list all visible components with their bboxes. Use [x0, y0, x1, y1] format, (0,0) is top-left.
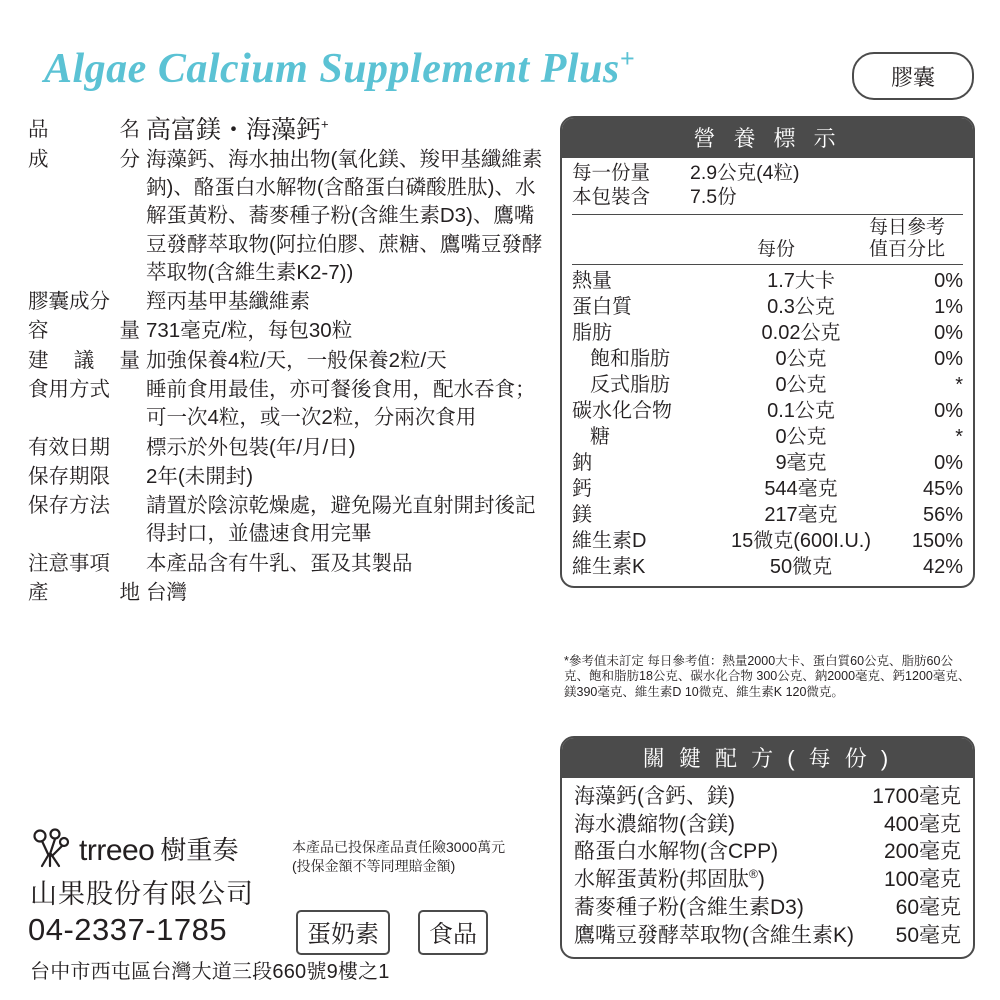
company-address: 台中市西屯區台灣大道三段660號9樓之1: [30, 961, 390, 983]
key-ingredient-amount: 400毫克: [883, 812, 961, 836]
nutrient-amount: 9毫克: [775, 452, 827, 475]
nutrient-daily-value: *: [955, 426, 963, 449]
nutrient-name: 維生素K: [572, 556, 646, 579]
nutrient-amount: 0公克: [775, 426, 827, 449]
nutrient-name: 糖: [590, 426, 610, 449]
info-row-cautions: [28, 550, 548, 578]
nutrient-amount: 217毫克: [764, 504, 838, 527]
info-row-usage: [28, 376, 548, 433]
nutrition-row: [572, 346, 963, 372]
nutrient-name: 反式脂肪: [590, 374, 670, 397]
info-value: 本產品含有牛乳、蛋及其製品: [146, 551, 413, 575]
key-ingredient-name: [574, 866, 884, 894]
nutrient-daily-value: 56%: [922, 504, 963, 527]
nutrition-facts-title: 營 養 標 示: [562, 118, 973, 158]
nutrition-facts-body: [562, 158, 973, 586]
nutrition-row: [572, 372, 963, 398]
key-ingredient-amount: 100毫克: [883, 868, 961, 892]
nutrient-daily-value: 0%: [934, 270, 963, 293]
nutrition-row: [572, 424, 963, 450]
nutrient-name: 蛋白質: [572, 296, 632, 319]
key-formula-row: [574, 866, 961, 894]
nutrient-name: 熱量: [572, 270, 612, 293]
key-ingredient-amount: 200毫克: [883, 840, 961, 864]
column-header-daily-value: [851, 217, 963, 261]
divider: [572, 214, 963, 215]
nutrient-daily-value: 45%: [922, 478, 963, 501]
info-value: 台灣: [146, 580, 187, 604]
nutrient-name: 鎂: [572, 504, 592, 527]
nutrient-amount: 0.1公克: [767, 400, 835, 423]
key-formula-row: [574, 783, 961, 811]
company-name: 山果股份有限公司: [30, 879, 254, 909]
nutrition-row: [572, 476, 963, 502]
nutrition-column-headers: [572, 217, 963, 263]
info-label: 保存方法: [28, 494, 110, 518]
key-ingredient-name: 蕎麥種子粉(含維生素D3): [574, 895, 804, 919]
nutrient-daily-value: 0%: [934, 400, 963, 423]
info-row-name: [28, 116, 548, 145]
key-formula-panel: [560, 736, 975, 959]
key-formula-row: [574, 838, 961, 866]
insurance-note-line2: (投保金額不等同理賠金額): [292, 857, 456, 874]
nutrient-amount: 0.3公克: [767, 296, 835, 319]
info-row-expiry-date: [28, 434, 548, 462]
nutrient-name: 鈉: [572, 452, 592, 475]
nutrient-amount: 0公克: [775, 348, 827, 371]
info-row-origin: [28, 579, 548, 607]
key-ingredient-amount: 60毫克: [895, 895, 961, 919]
key-formula-title: 關 鍵 配 方 ( 每 份 ): [562, 738, 973, 778]
page-title-text: Algae Calcium Supplement Plus: [44, 46, 620, 92]
brand-name-latin: trreeo: [79, 834, 155, 867]
info-row-ingredients: [28, 146, 548, 287]
info-row-suggested-amount: [28, 347, 548, 375]
capsule-form-badge: 膠囊: [852, 52, 974, 100]
info-row-storage: [28, 492, 548, 549]
nutrient-amount: 0公克: [775, 374, 827, 397]
key-ingredient-name: 鷹嘴豆發酵萃取物(含維生素K): [574, 923, 854, 947]
key-formula-body: [562, 778, 973, 957]
info-value: 睡前食用最佳，亦可餐後食用，配水吞食；可一次4粒，或一次2粒，分兩次食用: [146, 378, 536, 430]
key-formula-row: [574, 922, 961, 950]
nutrient-daily-value: 0%: [934, 348, 963, 371]
nutrient-amount: 544毫克: [764, 478, 838, 501]
key-ingredient-amount: 1700毫克: [872, 785, 961, 808]
tree-logo-icon: [30, 828, 74, 868]
key-ingredient-name: 酪蛋白水解物(含CPP): [574, 840, 779, 864]
nutrient-amount: 15微克(600I.U.): [730, 530, 872, 553]
nutrition-row: [572, 502, 963, 528]
info-value: 羥丙基甲基纖維素: [146, 290, 310, 314]
product-info-table: [28, 116, 548, 608]
product-name-text: 高富鎂・海藻鈣: [146, 116, 322, 144]
nutrient-daily-value: *: [955, 374, 963, 397]
info-label: 建 議 量: [28, 348, 140, 372]
nutrient-name: 脂肪: [572, 322, 612, 345]
nutrient-daily-value: 150%: [911, 530, 963, 553]
info-row-volume: [28, 317, 548, 345]
info-label: 保存期限: [28, 464, 110, 488]
vegetarian-type-badge: 蛋奶素: [296, 910, 390, 955]
key-ingredient-name-tail: ): [757, 868, 765, 892]
food-category-badge: 食品: [418, 910, 488, 955]
key-ingredient-name-text: 水解蛋黃粉(邦固肽: [574, 868, 749, 892]
nutrient-amount: 50微克: [769, 556, 833, 579]
nutrition-row: [572, 294, 963, 320]
serving-size-row: [572, 161, 963, 185]
nutrition-row: [572, 450, 963, 476]
servings-per-container-label: 本包裝含: [572, 186, 651, 209]
info-row-capsule-ingredients: [28, 288, 548, 316]
column-header-daily-value-line2: 值百分比: [868, 238, 945, 260]
nutrition-row: [572, 554, 963, 580]
serving-size-label: 每一份量: [572, 162, 651, 184]
page-title: [44, 44, 635, 93]
nutrition-row: [572, 320, 963, 346]
key-ingredient-name: 海水濃縮物(含鎂): [574, 812, 735, 836]
info-label: 有效日期: [28, 435, 110, 459]
info-label: 成 分: [28, 147, 140, 171]
info-value: 標示於外包裝(年/月/日): [146, 435, 356, 459]
info-value: 731毫克/粒，每包30粒: [146, 319, 353, 343]
nutrition-row: [572, 268, 963, 294]
info-label: 產 地: [28, 580, 140, 604]
divider: [572, 264, 963, 265]
info-value: 加強保養4粒/天，一般保養2粒/天: [146, 348, 447, 372]
serving-size-value: 2.9公克(4粒): [690, 162, 800, 184]
nutrient-amount: 1.7大卡: [767, 270, 835, 293]
phone-number[interactable]: 04-2337-1785: [28, 912, 228, 947]
nutrient-daily-value: 0%: [934, 322, 963, 345]
info-label: 容 量: [28, 319, 140, 343]
servings-per-container-value: 7.5份: [690, 186, 737, 209]
nutrition-row: [572, 398, 963, 424]
info-row-shelf-life: [28, 463, 548, 491]
nutrient-daily-value: 1%: [934, 296, 963, 319]
info-label: 食用方式: [28, 378, 110, 401]
nutrition-footnote: *參考值未訂定 每日參考值：熱量2000大卡、蛋白質60公克、脂肪60公克、飽和脂肪18公克、碳水化合物 300公克、鈉2000毫克、鈣1200毫克、鎂390毫克、維生素D 10微克、維生素K 120微克。: [564, 654, 971, 699]
info-label: 膠囊成分: [28, 290, 110, 314]
key-ingredient-amount: 50毫克: [895, 923, 961, 947]
nutrition-facts-panel: [560, 116, 975, 588]
insurance-note-line1: 本產品已投保產品責任險3000萬元: [292, 839, 506, 855]
servings-per-container-row: [572, 185, 963, 209]
insurance-note: [292, 838, 522, 876]
key-formula-row: [574, 894, 961, 922]
key-ingredient-name: 海藻鈣(含鈣、鎂): [574, 785, 735, 808]
column-header-per-serving: 每份: [756, 238, 795, 260]
nutrient-daily-value: 42%: [922, 556, 963, 579]
info-value: 請置於陰涼乾燥處，避免陽光直射開封後記得封口，並儘速食用完畢: [146, 494, 536, 546]
info-value: 2年(未開封): [146, 464, 254, 488]
info-value: 海藻鈣、海水抽出物(氧化鎂、羧甲基纖維素鈉)、酪蛋白水解物(含酪蛋白磷酸胜肽)、水解蛋黃粉、蕎麥種子粉(含維生素D3)、鷹嘴豆發酵萃取物(阿拉伯膠、蔗糖、鷹嘴豆發酵萃取物(含維生素K2-7)): [146, 147, 543, 284]
key-formula-row: [574, 811, 961, 839]
nutrient-name: 維生素D: [572, 530, 647, 553]
info-label: 注意事項: [28, 551, 110, 575]
column-header-daily-value-line1: 每日參考: [868, 216, 945, 238]
nutrient-name: 碳水化合物: [572, 400, 672, 423]
info-label: 品 名: [28, 118, 140, 141]
brand-name-chinese: 樹重奏: [160, 835, 239, 865]
nutrient-daily-value: 0%: [934, 452, 963, 475]
registered-mark: ®: [749, 867, 758, 882]
nutrient-amount: 0.02公克: [761, 322, 841, 345]
nutrition-row: [572, 528, 963, 554]
info-value: [146, 116, 548, 145]
nutrient-name: 鈣: [572, 478, 592, 501]
product-name-superscript: +: [321, 116, 329, 132]
nutrient-name: 飽和脂肪: [590, 348, 670, 371]
page-title-superscript: +: [619, 44, 636, 73]
